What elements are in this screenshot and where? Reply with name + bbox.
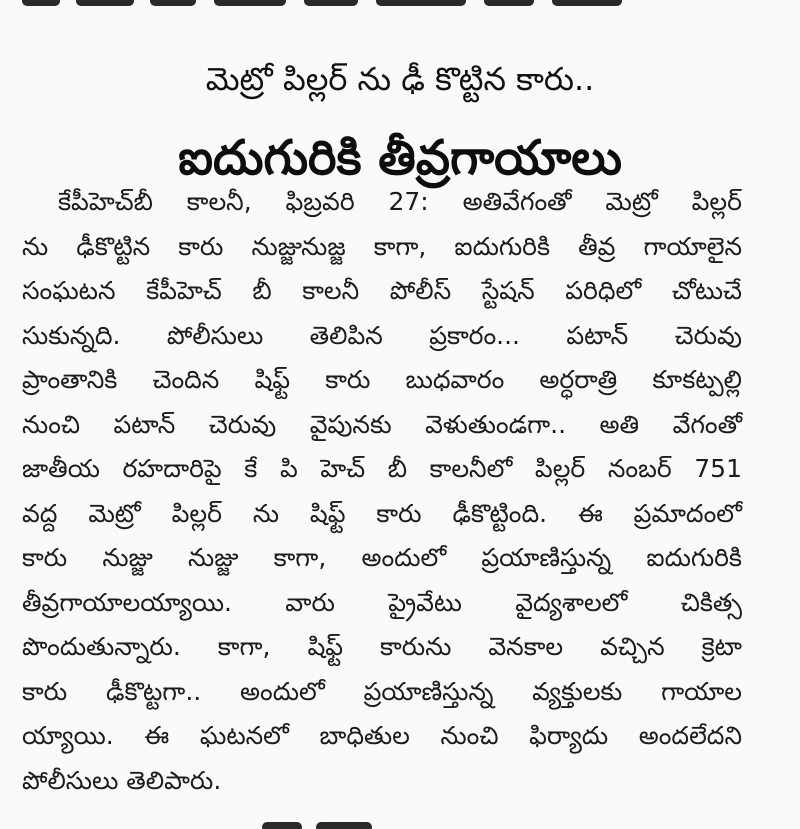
body-line: కారు నుజ్జు నుజ్జు కాగా, అందులో ప్రయాణిస్తున్న ఐదుగురికి xyxy=(22,543,742,572)
headline-title: ఐదుగురికి తీవ్రగాయాలు xyxy=(178,130,622,187)
body-line: య్యాయి. ఈ ఘటనలో బాధితుల నుంచి ఫిర్యాదు అందలేదని xyxy=(22,721,742,750)
body-line: పోలీసులు తెలిపారు. xyxy=(22,765,222,795)
body-line: కారు ఢీకొట్టగా.. అందులో ప్రయాణిస్తున్న వ్యక్తులకు గాయాల xyxy=(22,676,742,706)
body-line: జాతీయ రహదారిపై కే పి హెచ్ బీ కాలనీలో పిల్లర్ నంబర్ 751 xyxy=(22,454,742,483)
body-line: తీవ్రగాయాలయ్యాయి. వారు ప్రైవేటు వైద్యశాలలో చికిత్స xyxy=(22,587,742,617)
body-line: ను ఢీకొట్టిన కారు నుజ్జునుజ్జ కాగా, ఐదుగురికి తీవ్ర గాయాలైన xyxy=(22,231,742,261)
clipped-next-text xyxy=(0,818,800,829)
body-line: నుంచి పటాన్ చెరువు వైపునకు వెళుతుండగా.. అతి వేగంతో xyxy=(22,409,742,439)
body-line: పొందుతున్నారు. కాగా, షిఫ్ట్ కారును వెనకాల వచ్చిన క్రెటా xyxy=(22,632,742,661)
body-line: కేపీహెచ్‌బీ కాలనీ, ఫిబ్రవరి 27: అతివేగంతో మెట్రో పిల్లర్ xyxy=(58,187,742,216)
body-line: సుకున్నది. పోలీసులు తెలిపిన ప్రకారం... పటాన్ చెరువు xyxy=(22,320,742,350)
body-line: సంఘటన కేపీహెచ్ బీ కాలనీ పోలీస్ స్టేషన్ పరిధిలో చోటుచే xyxy=(22,276,742,305)
headline-subtitle: మెట్రో పిల్లర్ ను ఢీ కొట్టిన కారు.. xyxy=(205,59,595,98)
article-body xyxy=(22,180,742,803)
clipped-previous-text xyxy=(0,0,800,16)
body-line: ప్రాంతానికి చెందిన షిఫ్ట్ కారు బుధవారం అర్ధరాత్రి కూకట్పల్లి xyxy=(22,365,742,394)
body-line: వద్ద మెట్రో పిల్లర్ ను షిఫ్ట్ కారు ఢీకొట్టింది. ఈ ప్రమాదంలో xyxy=(22,498,742,528)
